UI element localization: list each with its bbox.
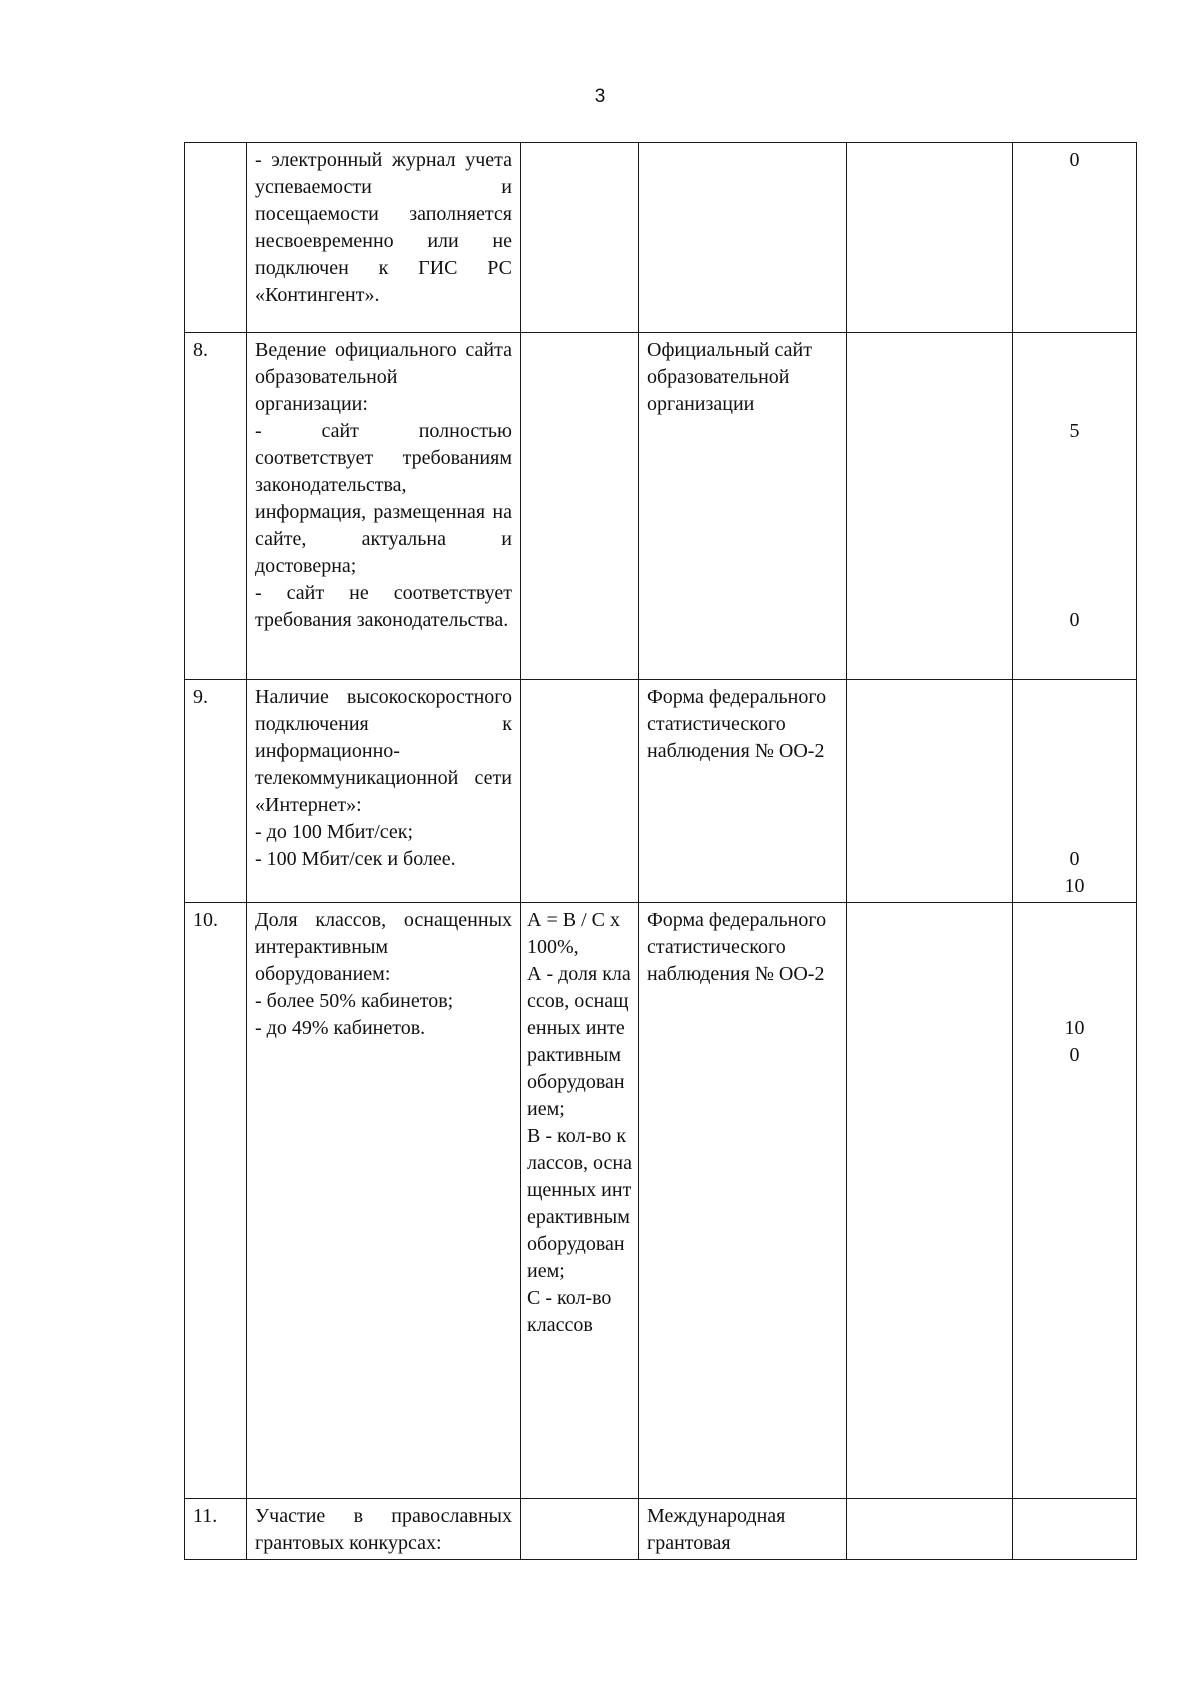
note-cell: [847, 903, 1013, 1499]
indicator-text: - сайт полностью соответствует требованиям законодательства, информация, размещенная на сайте, актуальна и достоверна;: [255, 420, 512, 577]
formula-cell: [521, 143, 639, 333]
formula-text: А = В / С х 100%,: [527, 909, 620, 958]
formula-text: С - кол-во классов: [527, 1287, 612, 1336]
score-value: 0: [1069, 848, 1080, 870]
row-number: [185, 143, 247, 333]
score-value: 0: [1069, 1044, 1080, 1066]
score-value: 0: [1069, 149, 1080, 171]
source-cell: [639, 903, 847, 1499]
score-cell: [1013, 680, 1137, 903]
row-number: 11.: [185, 1499, 247, 1560]
score-value: 0: [1069, 609, 1080, 631]
source-cell: [639, 680, 847, 903]
source-cell: [639, 333, 847, 680]
indicator-text: - сайт не соответствует требования законодательства.: [255, 582, 512, 631]
score-cell: [1013, 333, 1137, 680]
table-row: [185, 903, 1137, 1499]
indicator-text: Доля классов, оснащенных интерактивным оборудованием:: [255, 909, 512, 985]
formula-cell: [521, 903, 639, 1499]
indicator-text: - электронный журнал учета успеваемости и посещаемости заполняется несвоевременно или не подключен к ГИС РС «Контингент».: [255, 149, 512, 306]
formula-text: А - доля классов, оснащенных интерактивным оборудованием;: [527, 963, 631, 1120]
note-cell: [847, 143, 1013, 333]
source-text: Форма федерального статистического наблюдения № ОО-2: [647, 909, 827, 985]
note-cell: [847, 333, 1013, 680]
table-row: [185, 143, 1137, 333]
formula-text: В - кол-во классов, оснащенных интерактивным оборудованием;: [527, 1125, 633, 1282]
score-value: 5: [1069, 420, 1080, 442]
source-text: Официальный сайт образовательной организации: [647, 339, 812, 415]
indicator-text: - до 49% кабинетов.: [255, 1017, 426, 1039]
table-row: [185, 680, 1137, 903]
formula-cell: [521, 680, 639, 903]
indicator-text: Ведение официального сайта образовательной организации:: [255, 339, 512, 415]
score-value: 10: [1064, 875, 1085, 897]
indicator-text: - более 50% кабинетов;: [255, 990, 454, 1012]
table-row: [185, 1499, 1137, 1560]
indicator-cell: [247, 333, 521, 680]
note-cell: [847, 680, 1013, 903]
score-cell: [1013, 903, 1137, 1499]
indicator-text: Участие в православных грантовых конкурсах:: [255, 1505, 512, 1554]
score-cell: [1013, 1499, 1137, 1560]
source-text: Международная грантовая: [647, 1505, 786, 1554]
indicator-cell: [247, 143, 521, 333]
indicator-text: - 100 Мбит/сек и более.: [255, 848, 456, 870]
page-number: 3: [594, 86, 606, 107]
source-cell: [639, 1499, 847, 1560]
row-number: 8.: [185, 333, 247, 680]
formula-cell: [521, 333, 639, 680]
score-value: 10: [1064, 1017, 1085, 1039]
score-cell: [1013, 143, 1137, 333]
indicator-text: Наличие высокоскоростного подключения к информационно-телекоммуникационной сети «Интернет»:: [255, 686, 512, 816]
source-cell: [639, 143, 847, 333]
formula-cell: [521, 1499, 639, 1560]
indicator-cell: [247, 1499, 521, 1560]
source-text: Форма федерального статистического наблюдения № ОО-2: [647, 686, 827, 762]
indicator-text: - до 100 Мбит/сек;: [255, 821, 414, 843]
table-row: [185, 333, 1137, 680]
row-number: 10.: [185, 903, 247, 1499]
indicator-cell: [247, 903, 521, 1499]
indicator-cell: [247, 680, 521, 903]
note-cell: [847, 1499, 1013, 1560]
row-number: 9.: [185, 680, 247, 903]
criteria-table: [184, 142, 1137, 1560]
